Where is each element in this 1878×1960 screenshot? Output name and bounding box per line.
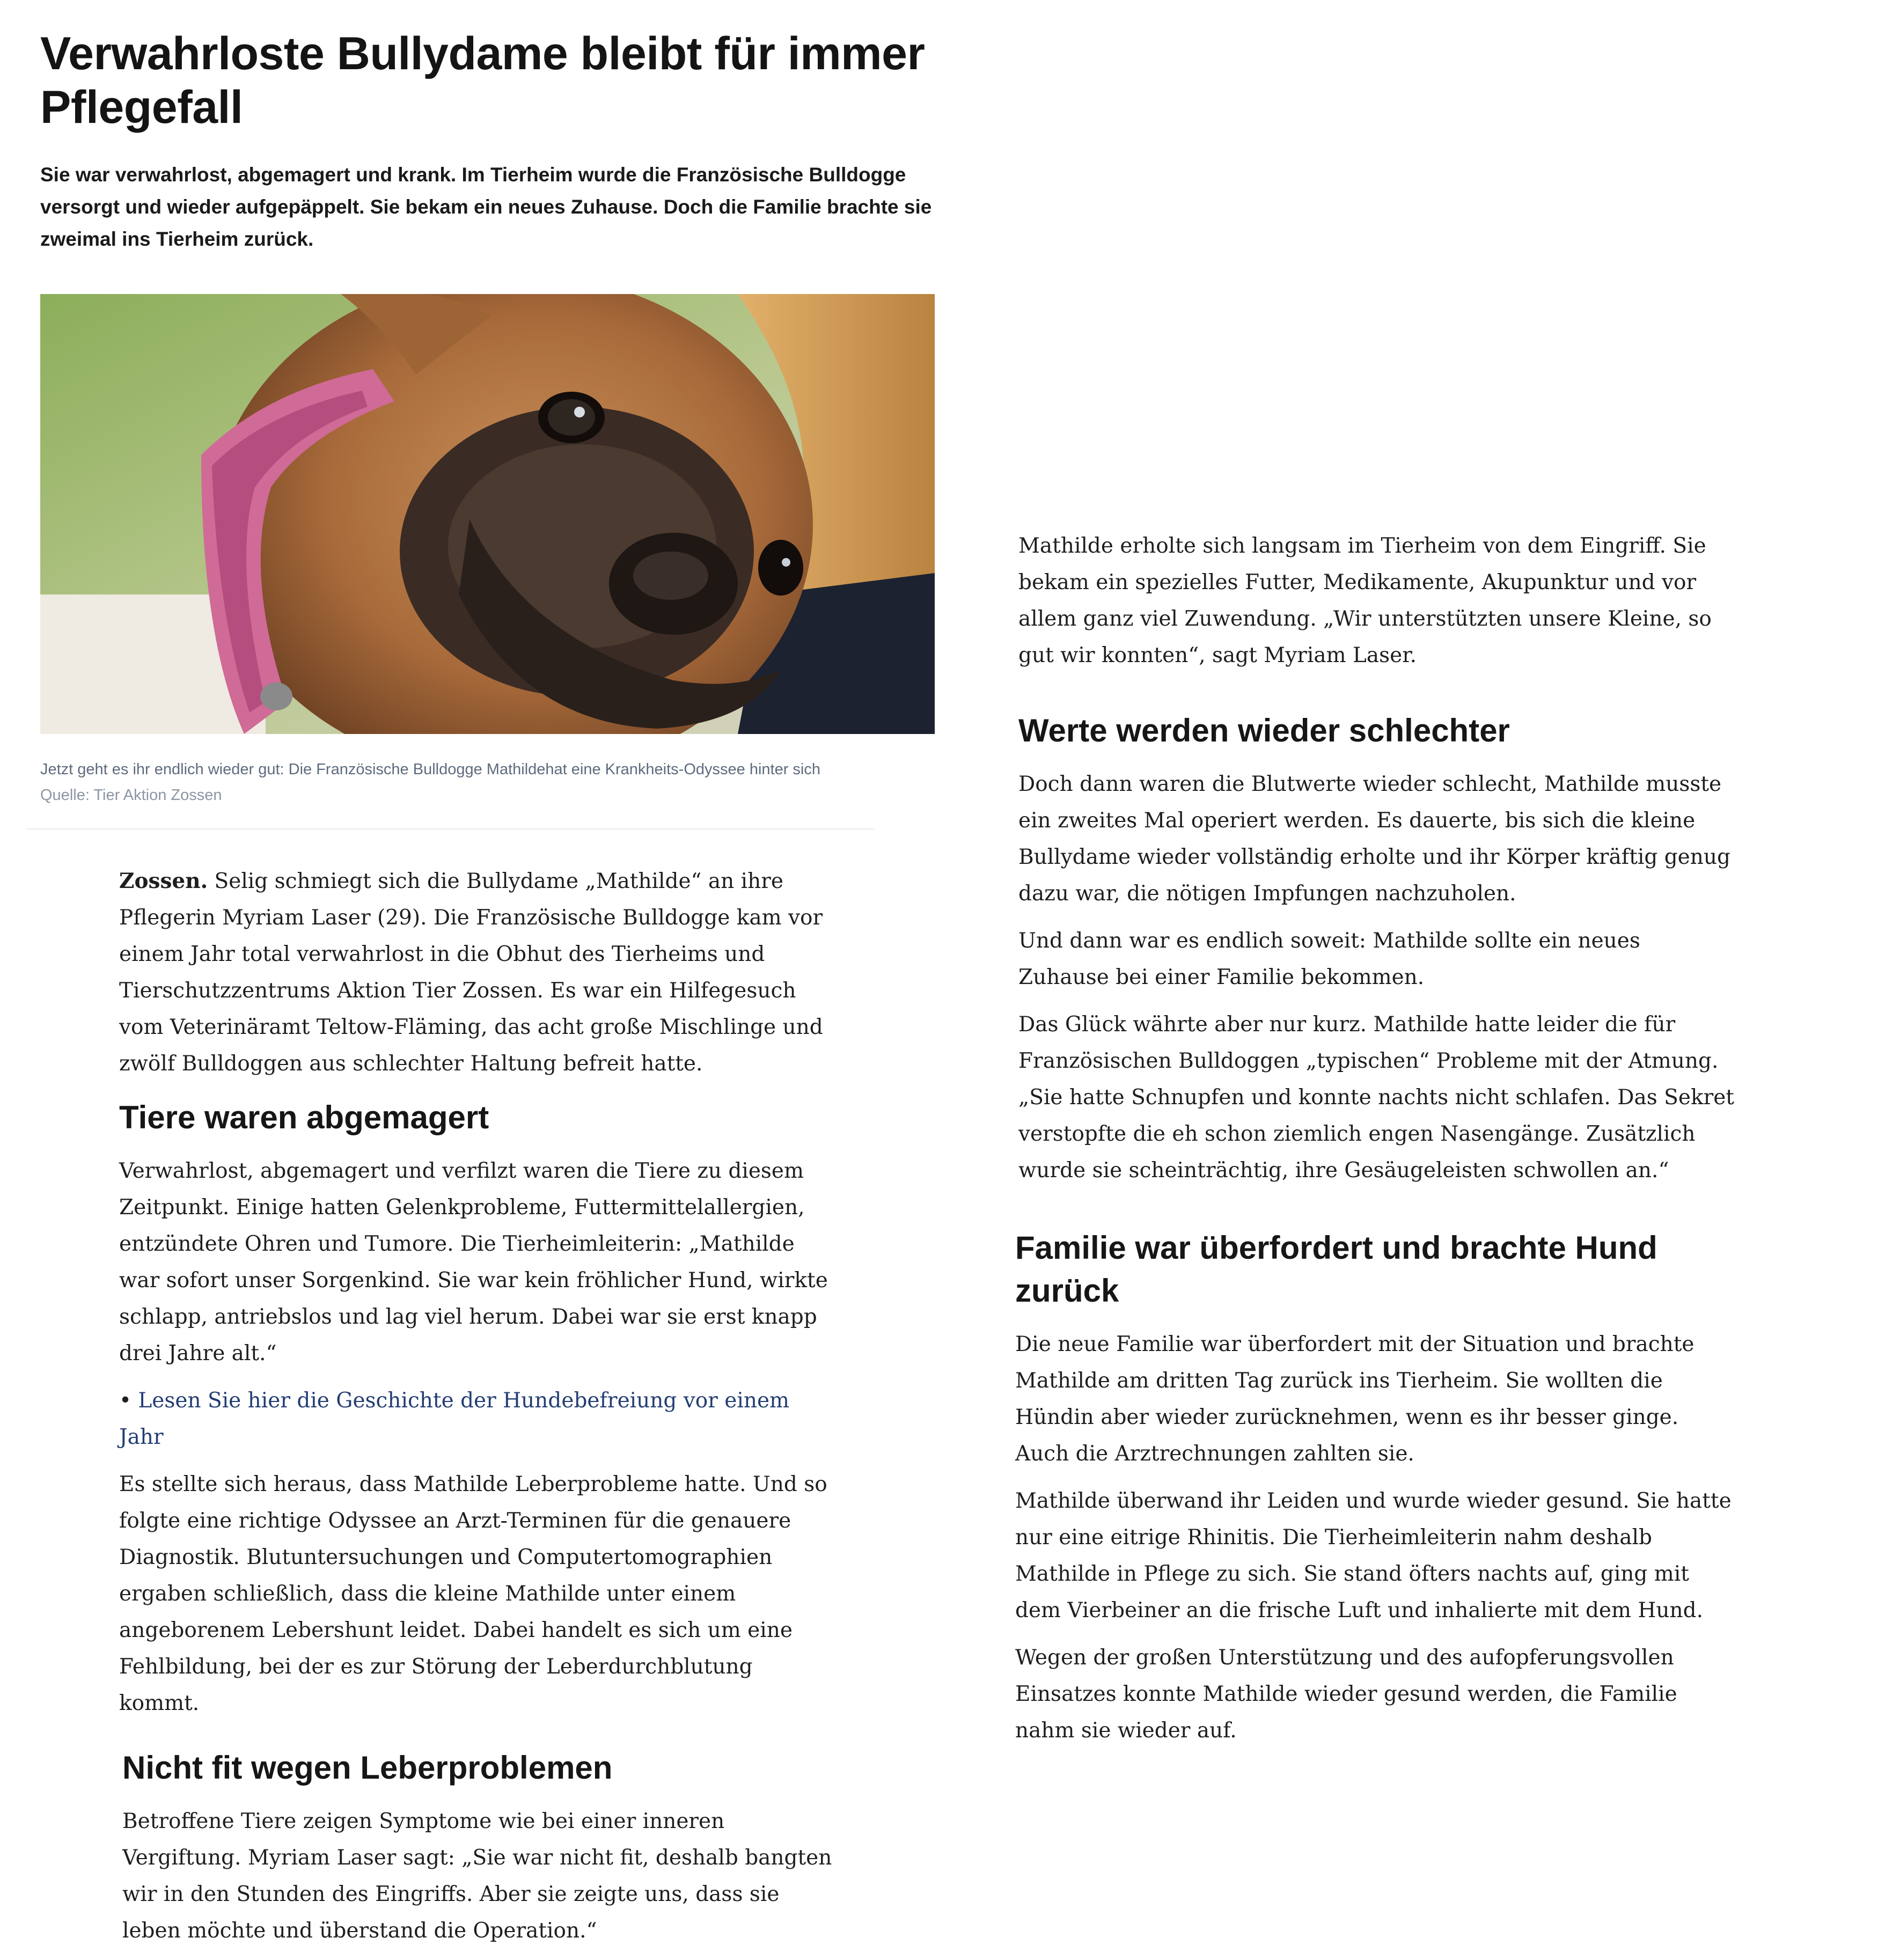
article-body-left-column bbox=[119, 863, 833, 1960]
image-caption: Jetzt geht es ihr endlich wieder gut: Die Französische Bulldogge Mathildehat eine Krankheits-Odyssee hinter sich bbox=[40, 761, 820, 778]
article-photo bbox=[40, 294, 935, 734]
image-source: Quelle: Tier Aktion Zossen bbox=[40, 787, 222, 804]
paragraph: Es stellte sich heraus, dass Mathilde Leberprobleme hatte. Und so folgte eine richtige Odyssee an Arzt-Terminen für die genauere Diagnostik. Blutuntersuchungen und Computertomographien ergaben schließlich, dass die kleine Mathilde unter einem angeborenem Lebershunt leidet. Dabei handelt es sich um eine Fehlbildung, bei der es zur Störung der Leberdurchblutung kommt. bbox=[119, 1472, 827, 1715]
paragraph: Die neue Familie war überfordert mit der Situation und brachte Mathilde am dritten Tag zurück ins Tierheim. Sie wollten die Hündin aber wieder zurücknehmen, wenn es ihr besser ginge. Auch die Arztrechnungen zahlten sie. bbox=[1015, 1332, 1694, 1466]
bulldog-photo bbox=[40, 294, 935, 734]
dateline: Zossen. bbox=[119, 869, 208, 893]
paragraph: Wegen der großen Unterstützung und des aufopferungsvollen Einsatzes konnte Mathilde wieder gesund werden, die Familie nahm sie wieder auf. bbox=[1015, 1646, 1677, 1743]
paragraph: Betroffene Tiere zeigen Symptome wie bei einer inneren Vergiftung. Myriam Laser sagt: „Sie war nicht fit, deshalb bangten wir in den Stunden des Eingriffs. Aber sie zeigte uns, dass sie leben möchte und überstand die Operation.“ bbox=[122, 1809, 832, 1943]
section-heading-werte: Werte werden wieder schlechter bbox=[1018, 713, 1510, 748]
intro-paragraph bbox=[119, 863, 833, 1082]
paragraph: Doch dann waren die Blutwerte wieder schlecht, Mathilde musste ein zweites Mal operiert werden. Es dauerte, bis sich die kleine Bullydame wieder vollständig erholte und ihr Körper kräftig genug dazu war, die nötigen Impfungen nachzuholen. bbox=[1018, 772, 1730, 906]
intro-text: Selig schmiegt sich die Bullydame „Mathilde“ an ihre Pflegerin Myriam Laser (29). Die Französische Bulldogge kam vor einem Jahr total verwahrlost in die Obhut des Tierheims und Tierschutzzentrums Aktion Tier Zossen. Es war ein Hilfegesuch vom Veterinäramt Teltow-Fläming, das acht große Mischlinge und zwölf Bulldoggen aus schlechter Haltung befreit hatte. bbox=[119, 869, 823, 1076]
article-body-right-column bbox=[1015, 528, 1737, 1760]
paragraph: Das Glück währte aber nur kurz. Mathilde hatte leider die für Französischen Bulldoggen „typischen“ Probleme mit der Atmung. „Sie hatte Schnupfen und konnte nachts nicht schlafen. Das Sekret verstopfte die eh schon ziemlich engen Nasengänge. Zusätzlich wurde sie scheinträchtig, ihre Gesäugeleisten schwollen an.“ bbox=[1018, 1012, 1734, 1183]
paragraph: Mathilde erholte sich langsam im Tierheim von dem Eingriff. Sie bekam ein spezielles Futter, Medikamente, Akupunktur und vor allem ganz viel Zuwendung. „Wir unterstützten unsere Kleine, so gut wir konnten“, sagt Myriam Laser. bbox=[1018, 534, 1712, 667]
paragraph: Verwahrlost, abgemagert und verfilzt waren die Tiere zu diesem Zeitpunkt. Einige hatten Gelenkprobleme, Futtermittelallergien, entzündete Ohren und Tumore. Die Tierheimleiterin: „Mathilde war sofort unser Sorgenkind. Sie war kein fröhlicher Hund, wirkte schlapp, antriebslos und lag viel herum. Dabei war sie erst knapp drei Jahre alt.“ bbox=[119, 1159, 828, 1366]
related-link-item bbox=[119, 1383, 833, 1456]
related-article-link[interactable]: Lesen Sie hier die Geschichte der Hundebefreiung vor einem Jahr bbox=[119, 1389, 790, 1449]
paragraph: Und dann war es endlich soweit: Mathilde sollte ein neues Zuhause bei einer Familie bekommen. bbox=[1018, 929, 1640, 989]
bullet: • bbox=[119, 1389, 138, 1413]
article-headline: Verwahrloste Bullydame bleibt für immer Pflegefall bbox=[40, 28, 925, 133]
section-heading-tiere: Tiere waren abgemagert bbox=[119, 1099, 489, 1135]
section-heading-familie: Familie war überfordert und brachte Hund zurück bbox=[1015, 1230, 1657, 1309]
caption-divider bbox=[27, 828, 875, 829]
paragraph: Mathilde überwand ihr Leiden und wurde wieder gesund. Sie hatte nur eine eitrige Rhinitis. Die Tierheimleiterin nahm deshalb Mathilde in Pflege zu sich. Sie stand öfters nachts auf, ging mit dem Vierbeiner an die frische Luft und inhalierte mit dem Hund. bbox=[1015, 1489, 1732, 1623]
section-heading-leber: Nicht fit wegen Leberproblemen bbox=[122, 1750, 613, 1786]
article-teaser: Sie war verwahrlost, abgemagert und krank. Im Tierheim wurde die Französische Bulldogge versorgt und wieder aufgepäppelt. Sie bekam ein neues Zuhause. Doch die Familie brachte sie zweimal ins Tierheim zurück. bbox=[40, 164, 932, 250]
